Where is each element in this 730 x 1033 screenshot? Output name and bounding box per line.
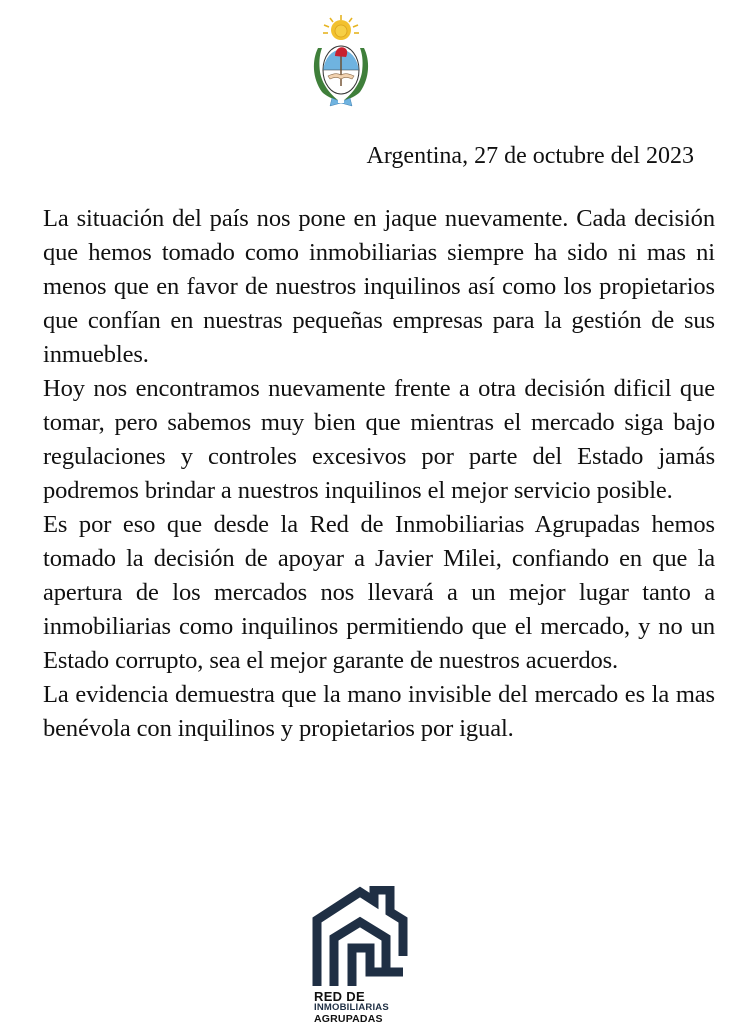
organization-logo <box>300 886 430 1026</box>
letter-paragraph-4: La evidencia demuestra que la mano invisible del mercado es la mas benévola con inquilinos y propietarios por igual. <box>43 681 715 742</box>
logo-wordmark <box>314 990 389 1024</box>
logo-line-2: INMOBILIARIAS <box>314 1002 389 1013</box>
logo-line-3: AGRUPADAS <box>314 1012 383 1025</box>
letter-paragraph-1: La situación del país nos pone en jaque nuevamente. Cada decisión que hemos tomado como inmobiliarias siempre ha sido ni mas ni menos que en favor de nuestros inquilinos así como los propietarios que confían en nuestras pequeñas empresas para la gestión de sus inmuebles. <box>43 205 715 368</box>
shield-icon <box>323 46 359 94</box>
sun-icon <box>323 15 359 40</box>
coat-of-arms-seal <box>308 14 374 108</box>
letter-body <box>43 202 715 746</box>
dateline: Argentina, 27 de octubre del 2023 <box>366 143 694 169</box>
house-logo-icon <box>312 886 408 990</box>
ribbon-icon <box>330 98 352 106</box>
letter-paragraph-3: Es por eso que desde la Red de Inmobiliarias Agrupadas hemos tomado la decisión de apoyar a Javier Milei, confiando en que la apertura de los mercados nos llevará a un mejor lugar tanto a inmobiliarias como inquilinos permitiendo que el mercado, y no un Estado corrupto, sea el mejor garante de nuestros acuerdos. <box>43 511 715 674</box>
letter-paragraph-2: Hoy nos encontramos nuevamente frente a otra decisión dificil que tomar, pero sabemos muy bien que mientras el mercado siga bajo regulaciones y controles excesivos por parte del Estado jamás podremos brindar a nuestros inquilinos el mejor servicio posible. <box>43 375 715 504</box>
logo-line-1: RED DE <box>314 989 365 1004</box>
